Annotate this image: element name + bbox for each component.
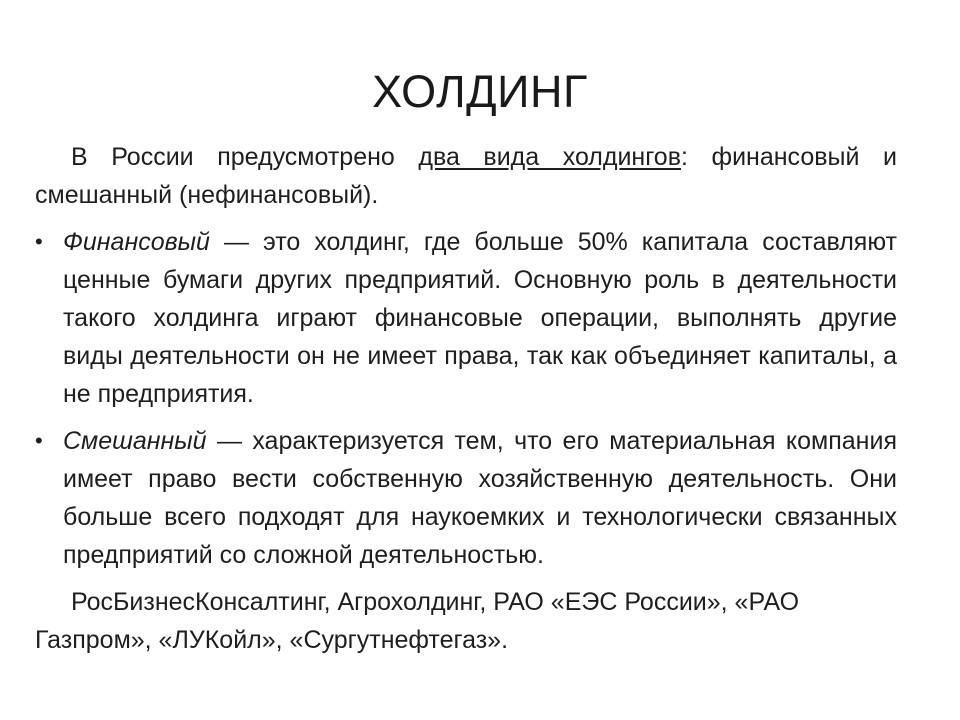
bullet-text: — характеризуется тем, что его материальная компания имеет право вести собственную хозяйственную деятельность. Они больше всего подходят для наукоемких и технологически связанных предприятий со сложной деятельностью.	[63, 427, 897, 569]
intro-underlined-phrase: два вида холдингов	[418, 143, 681, 171]
bullet-term: Смешанный	[63, 427, 207, 455]
bullet-financial	[35, 223, 897, 413]
intro-paragraph	[35, 138, 897, 214]
bullet-icon: •	[35, 229, 43, 254]
bullet-mixed	[35, 422, 897, 574]
slide-body	[35, 138, 897, 668]
examples-paragraph: РосБизнесКонсалтинг, Агрохолдинг, РАО «ЕЭС России», «РАО Газпром», «ЛУКойл», «Сургутнефтегаз».	[35, 588, 800, 654]
bullet-text: — это холдинг, где больше 50% капитала составляют ценные бумаги других предприятий. Основную роль в деятельности такого холдинга играют финансовые операции, выполнять другие виды деятельности он не имеет права, так как объединяет капиталы, а не предприятия.	[63, 228, 897, 408]
slide-title: ХОЛДИНГ	[372, 66, 588, 117]
intro-text-before: В России предусмотрено	[71, 143, 419, 171]
intro-text-after: : финансовый и смешанный (нефинансовый).	[35, 143, 897, 209]
bullet-term: Финансовый	[63, 228, 210, 256]
bullet-icon: •	[35, 428, 43, 453]
